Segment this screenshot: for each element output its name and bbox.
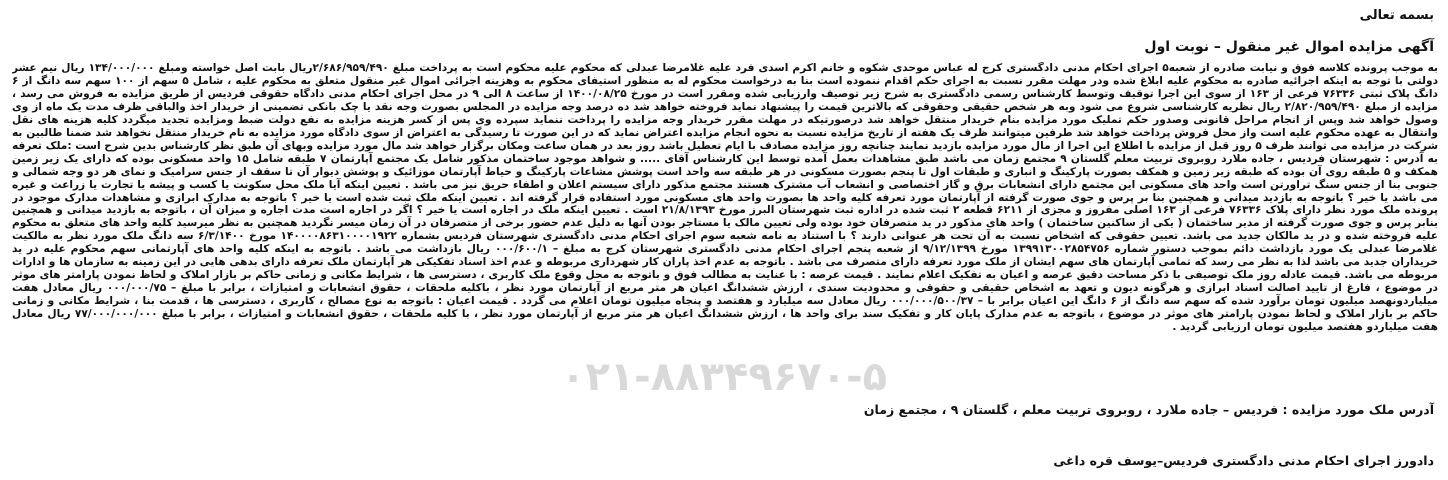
official-signature-line: دادورز اجرای احکام مدنی دادگستری فردیس–یوسف قره داغی [1053, 453, 1434, 468]
notice-body-text: به موجب پرونده کلاسه فوق و نیابت صادره از شعبه۵ اجرای احکام مدنی دادگستری کرج له عباس موحدی شکوه و خانم اکرم اسدی فرد علیه غلامرضا عبدلی که محکوم علیه محکوم است به پرداخت مبلغ ۲/۶۸۶/۹۵۹/۴۹۰ریال بابت اصل خواسته ومبلغ ۱۳۴/۰۰۰/۰۰۰ ریال نیم عشر دولتی با توجه به اینکه اجرائیه صادره به محکوم علیه ابلاغ شده ودر مهلت مقرر نسبت به اجرای حکم اقدام ننموده است بنا به درخواست محکوم له به منظور استیفای محکوم به وهزینه اجرائی اموال غیر منقول متعلق به محکوم علیه ، شامل ۵ سهم از ۱۰۰ سهم سه دانگ از ۶ دانگ پلاک ثبتی ۷۶۳۳۶ فرعی از ۱۶۳ از سوی این اجرا توقیف وتوسط کارشناس رسمی دادگستری به شرح زیر توصیف وارزیابی شده ومقرر است در مورخ ۱۴۰۰/۰۸/۲۵ از ساعت ۸ الی ۹ در محل اجرای احکام مدنی دادگاه حقوقی فردیس از طریق مزایده به فروش می رسد ، مزایده از مبلغ ۲/۸۲۰/۹۵۹/۴۹۰ ریال نظریه کارشناسی شروع می شود وبه هر شخص حقیقی وحقوقی که بالاترین قیمت را پیشنهاد نماید فروخته خواهد شد ده درصد وجه مزایده در المجلس بصورت وجه نقد یا چک بانکی تضمینی از خریدار اخذ والباقی ظرف مدت یک ماه از وی وصول خواهد شد وپس از انجام مراحل قانونی وصدور حکم تملیک مورد مزایده بنام خریدار منتقل خواهد شد درصورتیکه در مهلت مقرر خریدار وجه مزایده را پرداخت ننماید سپرده وی پس از کسر هزینه مزایده به نفع دولت ضبط ومزایده تجدید میگردد کلیه هزینه های نقل وانتقال به عهده محکوم علیه است واز محل فروش پرداخت خواهد شد طرفین میتوانند ظرف یک هفته از تاریخ مزایده نسبت به نحوه انجام مزایده اعتراض نماید که در این صورت تا رسیدگی به اعتراض از سوی دادگاه مورد مزایده به نام خریدار منتقل نخواهد شد ضمنا طالبین به شرکت در مزایده می توانند ظرف ۵ روز قبل از مزایده با اطلاع این اجرا از مال مورد مزایده بازدید نمایند چنانچه روز مزایده مصادف با ایام تعطیل باشد روز بعد در همان ساعت ومکان برگزار خواهد شد مال مورد مزایده وبهای آن طبق نظر کارشناس بدین شرح است :ملک تعرفه به آدرس : شهرستان فردیس ، جاده ملارد روبروی تربیت معلم گلستان ۹ مجتمع زمان می باشد طبق مشاهدات بعمل آمده توسط این کارشناس آقای ..... و شواهد موجود ساختمان مذکور شامل یک مجتمع آپارتمان ۷ طبقه شامل ۱۵ واحد مسکونی بوده که دارای یک زیر زمین همکف و ۵ طبقه روی آن بوده که طبقه زیر زمین و همکف بصورت پارکینگ و انباری و طبقات اول تا پنجم بصورت مسکونی در هر طبقه سه واحد است پوشش مشاعات پارکینگ و حیاط آپارتمان موزائیک و پوشش دیوار آن تا سقف از جنس سرامیک و نمای هر دو وجه شمالی و جنوبی بنا از جنس سنگ تراورتن است واحد های مسکونی این مجتمع دارای انشعابات برق و گاز اختصاصی و انشعاب آب مشترک هستند مجتمع مذکور دارای سیستم اعلان و اطفاء حریق نیز می باشد . تعیین اینکه آیا ملک محل سکونت یا کسب و پیشه یا تجارت یا زراعت و غیره می باشد یا خیر ؟ باتوجه به بازدید میدانی و همچنین بنا بر پرس و جوی صورت گرفته از آپارتمان مورد تعرفه کلیه واحد ها بصورت واحد های مسکونی مورد استفاده قرار گرفته اند . تعیین اینکه ملک ثبت شده است یا خیر ؟ باتوجه به مدارک ابرازی و مشاهدات مدارک موجود در پرونده ملک مورد نظر دارای پلاک ۷۶۳۳۶ فرعی از ۱۶۳ اصلی مفروز و مجزی از ۶۲۱۱ قطعه ۲ ثبت شده در اداره ثبت شهرستان البرز مورخ ۲۱/۸/۱۳۹۳ است . تعیین اینکه ملک در اجاره است یا خیر ؟ اگر در اجاره است مدت اجاره و میزان آن ، باتوجه به بازدید میدانی و همچنین بنابر پرس و جوی صورت گرفته از مدیر ساختمان ( یکی از ساکنین ساختمان ) واحد های مذکور در ید متصرفان خود بوده ولی تعیین مالک یا مستاجر بودن آنها به دلیل عدم حضور برخی از متصرفان در آن زمان میسر نگردید همچنین به نظر میرسید کلیه واحد های متعلق به محکوم علیه فروخته شده و در ید مالکان جدید می باشد. تعیین حقوقی که اشخاص نسبت به آن تحت هر عنوانی دارند ؟ با استناد به نامه شعبه سوم اجرای احکام مدنی دادگستری شهرستان فردیس بشماره ۱۴۰۰۰۰۸۶۳۱۰۰۰۰۱۹۲۲ مورخ ۶/۳/۱۴۰۰ سه دانگ ملک مورد نظر به مالکیت غلامرضا عبدلی یک مورد بازداشت دائم بموجب دستور شماره ۱۳۹۹۱۳۰۰۲۸۵۴۷۵۶ مورخ ۹/۱۲/۱۳۹۹ از شعبه پنجم اجرای احکام مدنی دادگستری شهرستان کرج به مبلغ – ۰۰۰/۶۰۰/۱ ریال بازداشت می باشد . باتوجه به اینکه کلیه واحد های آپارتمانی سهم محکوم علیه در ید خریداران جدید می باشد لذا به نظر می رسد که تمامی آپارتمان های سهم ایشان از ملک مورد تعرفه دارای متصرف می باشد . باتوجه به عدم اخذ پاران کار شهرداری مربوطه و عدم اخذ اسناد تفکیکی هر آپارتمان ملک تعرفه دارای بدهی هایی در این زمینه به سازمان ها و ادارات مربوطه می باشد. قیمت عادله روز ملک توصیفی با ذکر مساحت دقیق عرصه و اعیان به تفکیک اعلام نمایند . قیمت عرصه : با عنایت به مطالب فوق و باتوجه به محل وقوع ملک کاربری ، دسترسی ها ، شرایط مکانی و زمانی حاکم بر بازار املاک و لحاظ نمودن پارامتر های موثر در موضوع ، فارغ از تایید اصالت اسناد ابرازی و هرگونه دیون و تعهد به اشخاص حقیقی و حقوقی و محدودیت سندی ، ارزش ششدانگ اعیان هر متر مربع از آپارتمان مورد نظر ، باکلیه ملحقات ، حقوق انشعابات و امتیازات ، برابر با مبلغ – ۰۰۰/۰۰۰/۷۵ ریال معادل هفت میلیاردونهصد میلیون تومان برآورد شده که سهم سه دانگ از ۶ دانگ این اعیان برابر با – ۰۰۰/۰۰۰/۵۰۰/۳۷ ریال معادل سه میلیارد و هفتصد و پنجاه میلیون تومان اعلام می گردد . قیمت اعیان : باتوجه به نوع مصالح ، کاربری ، دسترسی ها ، قدمت بنا ، شرایط مکانی و زمانی حاکم بر بازار املاک و لحاظ نمودن پارامتر های موثر در موضوع ، باتوجه به عدم مدارک پایان کار و تفکیک سند برای واحد ها ، ارزش ششدانگ اعیان هر متر مربع از آپارتمان مورد نظر ، با کلیه ملحقات ، حقوق انشعابات و امتیازات ، برابر با مبلغ ۷۷/۰۰۰/۰۰۰/۰۰۰ ریال معادل هفت میلیاردو هفتصد میلیون تومان ارزیابی گردید . [12, 62, 1438, 334]
invocation-heading: بسمه تعالی [1359, 8, 1434, 23]
phone-number-watermark: ۰۲۱-۸۸۳۴۹۶۷۰-۵ [560, 354, 888, 400]
property-address: آدرس ملک مورد مزایده : فردیس – جاده ملارد ، روبروی تربیت معلم ، گلستان ۹ ، مجتمع زمان [863, 402, 1434, 417]
notice-title: آگهی مزایده اموال غیر منقول – نوبت اول [1144, 39, 1434, 55]
